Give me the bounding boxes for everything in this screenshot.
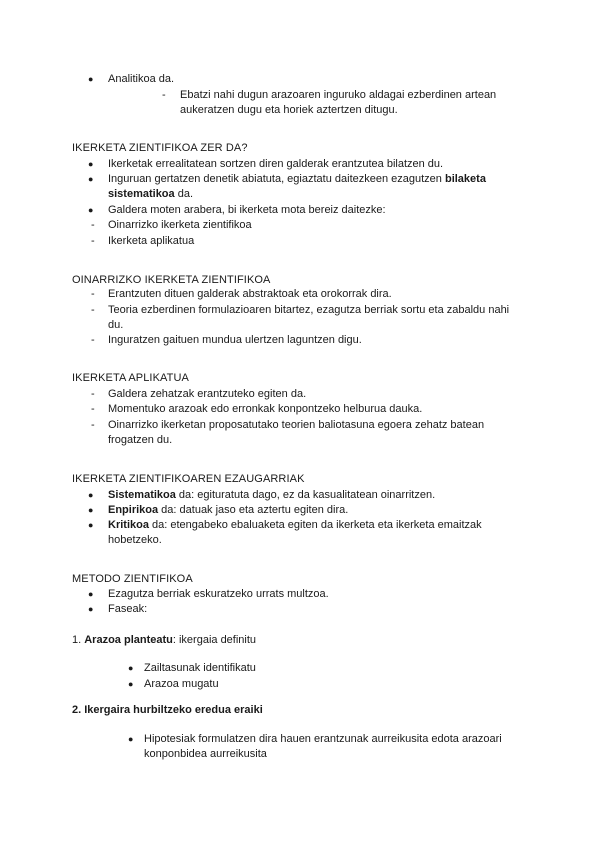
bullet-marker: ● bbox=[128, 679, 134, 689]
bullet-marker: ● bbox=[88, 520, 94, 530]
list-item-continuation: frogatzen du. bbox=[108, 434, 173, 446]
intro-subitem-line1: Ebatzi nahi dugun arazoaren inguruko aldagai ezberdinen artean bbox=[180, 89, 497, 101]
list-item: Sistematikoa da: egituratuta dago, ez da kasualitatean oinarritzen. bbox=[108, 489, 436, 501]
bullet-marker: ● bbox=[88, 505, 94, 515]
section-heading-zer-da: IKERKETA ZIENTIFIKOA ZER DA? bbox=[72, 142, 248, 154]
list-item: Zailtasunak identifikatu bbox=[144, 662, 256, 674]
list-item: Inguruan gertatzen denetik abiatuta, egiaztatu daitezkeen ezagutzen bilaketa bbox=[108, 173, 486, 185]
section-heading-ezaugarriak: IKERKETA ZIENTIFIKOAREN EZAUGARRIAK bbox=[72, 473, 305, 485]
section-heading-metodo: METODO ZIENTIFIKOA bbox=[72, 573, 193, 585]
dash-marker: - bbox=[91, 304, 95, 316]
list-item: Galdera zehatzak erantzuteko egiten da. bbox=[108, 388, 307, 400]
dash-marker: - bbox=[91, 334, 95, 346]
bullet-marker: ● bbox=[88, 159, 94, 169]
intro-subitem-line2: aukeratzen dugu eta horiek aztertzen ditugu. bbox=[180, 104, 398, 116]
dash-marker: - bbox=[91, 419, 95, 431]
dash-marker: - bbox=[162, 89, 166, 101]
dash-marker: - bbox=[91, 288, 95, 300]
step-heading-1: 1. Arazoa planteatu: ikergaia definitu bbox=[72, 634, 257, 646]
list-item: Ikerketa aplikatua bbox=[108, 235, 195, 247]
list-item: Inguratzen gaituen mundua ulertzen laguntzen digu. bbox=[108, 334, 362, 346]
bullet-marker: ● bbox=[88, 589, 94, 599]
list-item: Erantzuten dituen galderak abstraktoak eta orokorrak dira. bbox=[108, 288, 392, 300]
bullet-marker: ● bbox=[88, 74, 94, 84]
list-item: Enpirikoa da: datuak jaso eta aztertu egiten dira. bbox=[108, 504, 349, 516]
dash-marker: - bbox=[91, 235, 95, 247]
dash-marker: - bbox=[91, 403, 95, 415]
list-item: Arazoa mugatu bbox=[144, 678, 219, 690]
intro-item: Analitikoa da. bbox=[108, 73, 175, 85]
bullet-marker: ● bbox=[88, 490, 94, 500]
list-item-continuation: konponbidea aurreikusita bbox=[144, 748, 267, 760]
bullet-marker: ● bbox=[88, 205, 94, 215]
list-item-continuation: hobetzeko. bbox=[108, 534, 162, 546]
dash-marker: - bbox=[91, 388, 95, 400]
bullet-marker: ● bbox=[88, 174, 94, 184]
list-item-continuation: du. bbox=[108, 319, 124, 331]
step-heading-2: 2. Ikergaira hurbiltzeko eredua eraiki bbox=[72, 704, 263, 716]
list-item: Teoria ezberdinen formulazioaren bitartez, ezagutza berriak sortu eta zabaldu nahi bbox=[108, 304, 510, 316]
bullet-marker: ● bbox=[128, 663, 134, 673]
list-item: Oinarrizko ikerketa zientifikoa bbox=[108, 219, 252, 231]
bullet-marker: ● bbox=[88, 604, 94, 614]
list-item: Galdera moten arabera, bi ikerketa mota bereiz daitezke: bbox=[108, 204, 386, 216]
list-item: Kritikoa da: etengabeko ebaluaketa egiten da ikerketa eta ikerketa emaitzak bbox=[108, 519, 482, 531]
section-heading-oinarrizko: OINARRIZKO IKERKETA ZIENTIFIKOA bbox=[72, 274, 271, 286]
dash-marker: - bbox=[91, 219, 95, 231]
list-item: Ikerketak errealitatean sortzen diren galderak erantzutea bilatzen du. bbox=[108, 158, 444, 170]
list-item: Hipotesiak formulatzen dira hauen erantzunak aurreikusita edota arazoari bbox=[144, 733, 502, 745]
bullet-marker: ● bbox=[128, 734, 134, 744]
list-item: Oinarrizko ikerketan proposatutako teorien baliotasuna egoera zehatz batean bbox=[108, 419, 485, 431]
list-item: Ezagutza berriak eskuratzeko urrats multzoa. bbox=[108, 588, 329, 600]
list-item: Faseak: bbox=[108, 603, 148, 615]
list-item: Momentuko arazoak edo erronkak konpontzeko helburua dauka. bbox=[108, 403, 423, 415]
list-item-continuation: sistematikoa da. bbox=[108, 188, 194, 200]
section-heading-aplikatua: IKERKETA APLIKATUA bbox=[72, 372, 189, 384]
